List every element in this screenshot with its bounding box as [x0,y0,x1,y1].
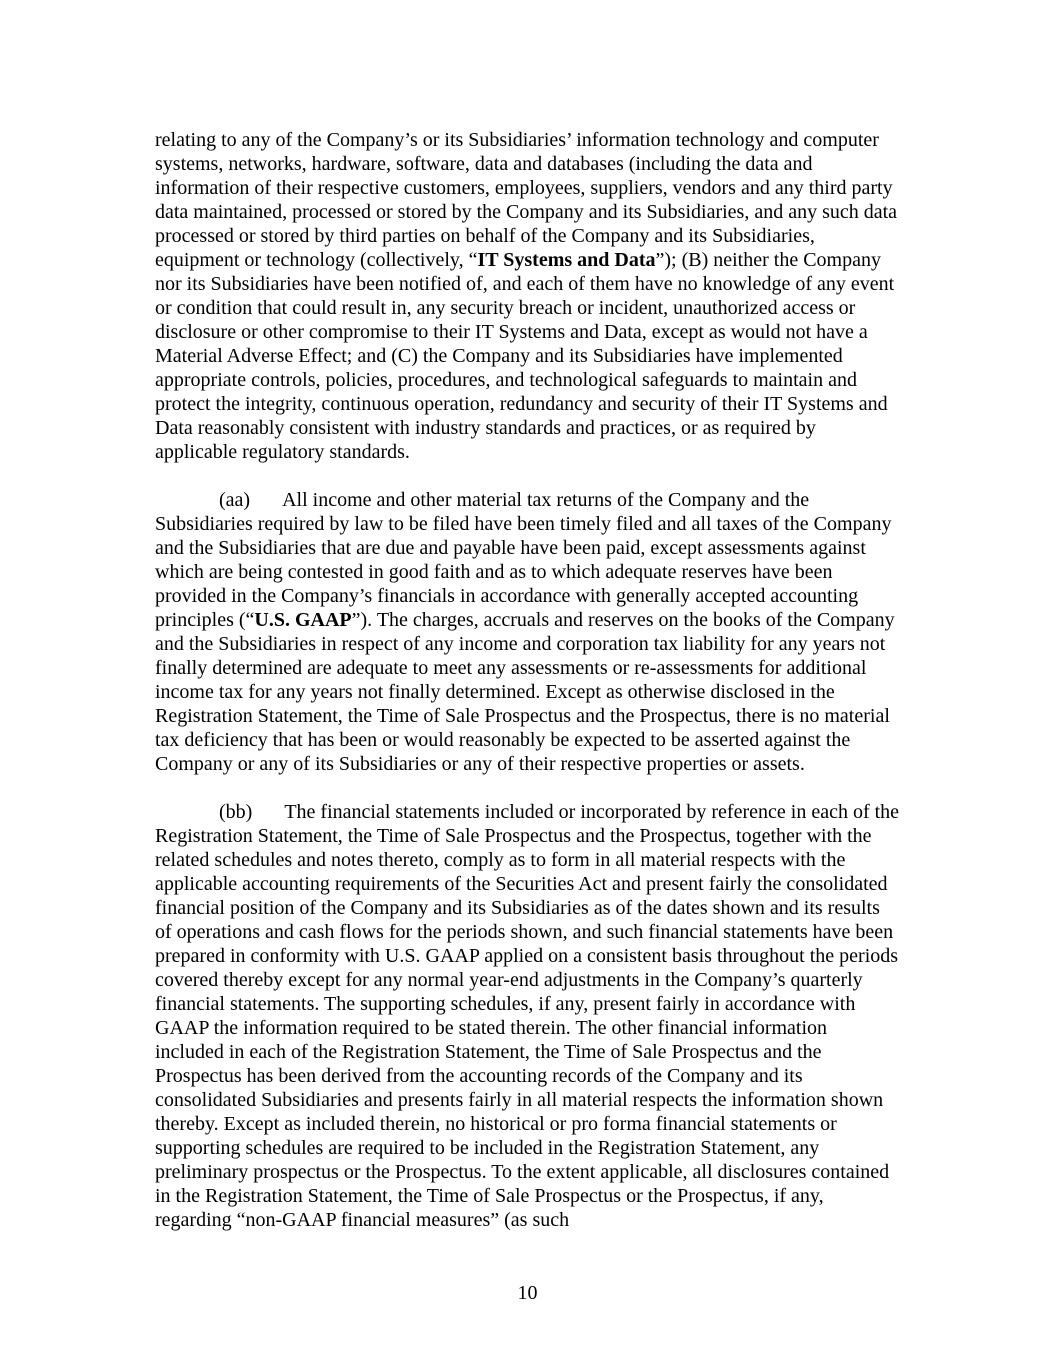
paragraph-text: All income and other material tax returns of the Company and the Subsidiaries required by law to be filed have been timely filed and all taxes of the Company and the Subsidiaries that are due and payable have been paid, except assessments against which are being contested in good faith and as to which adequate reserves have been provided in the Company’s financials in accordance with generally accepted accounting principles (“ [155,489,892,631]
paragraph-it-systems-continuation [155,128,900,464]
page-number: 10 [517,1282,538,1304]
paragraph-text: relating to any of the Company’s or its Subsidiaries’ information technology and computer systems, networks, hardware, software, data and databases (including the data and information of their respective customers, employees, suppliers, vendors and any third party data maintained, processed or stored by the Company and its Subsidiaries, and any such data processed or stored by third parties on behalf of the Company and its Subsidiaries, equipment or technology (collectively, “ [155,129,898,271]
clause-label-aa: (aa) [219,489,251,511]
paragraph-bb-financial-statements [155,800,900,1232]
defined-term-us-gaap: U.S. GAAP [254,609,352,631]
paragraph-aa-tax-returns [155,488,900,776]
defined-term-it-systems-and-data: IT Systems and Data [477,249,656,271]
clause-label-bb: (bb) [219,801,253,823]
paragraph-text: The financial statements included or incorporated by reference in each of the Registration Statement, the Time of Sale Prospectus and the Prospectus, together with the related schedules and notes thereto, comply as to form in all material respects with the applicable accounting requirements of the Securities Act and present fairly the consolidated financial position of the Company and its Subsidiaries as of the dates shown and its results of operations and cash flows for the periods shown, and such financial statements have been prepared in conformity with U.S. GAAP applied on a consistent basis throughout the periods covered thereby except for any normal year-end adjustments in the Company’s quarterly financial statements. The supporting schedules, if any, present fairly in accordance with GAAP the information required to be stated therein. The other financial information included in each of the Registration Statement, the Time of Sale Prospectus and the Prospectus has been derived from the accounting records of the Company and its consolidated Subsidiaries and presents fairly in all material respects the information shown thereby. Except as included therein, no historical or pro forma financial statements or supporting schedules are required to be included in the Registration Statement, any preliminary prospectus or the Prospectus. To the extent applicable, all disclosures contained in the Registration Statement, the Time of Sale Prospectus or the Prospectus, if any, regarding “non-GAAP financial measures” (as such [155,801,900,1231]
paragraph-text: ”); (B) neither the Company nor its Subsidiaries have been notified of, and each of them have no knowledge of any event or condition that could result in, any security breach or incident, unauthorized access or disclosure or other compromise to their IT Systems and Data, except as would not have a Material Adverse Effect; and (C) the Company and its Subsidiaries have implemented appropriate controls, policies, procedures, and technological safeguards to maintain and protect the integrity, continuous operation, redundancy and security of their IT Systems and Data reasonably consistent with industry standards and practices, or as required by applicable regulatory standards. [155,249,895,463]
paragraph-text: ”). The charges, accruals and reserves on the books of the Company and the Subsidiaries in respect of any income and corporation tax liability for any years not finally determined are adequate to meet any assessments or re-assessments for additional income tax for any years not finally determined. Except as otherwise disclosed in the Registration Statement, the Time of Sale Prospectus and the Prospectus, there is no material tax deficiency that has been or would reasonably be expected to be asserted against the Company or any of its Subsidiaries or any of their respective properties or assets. [155,609,895,775]
